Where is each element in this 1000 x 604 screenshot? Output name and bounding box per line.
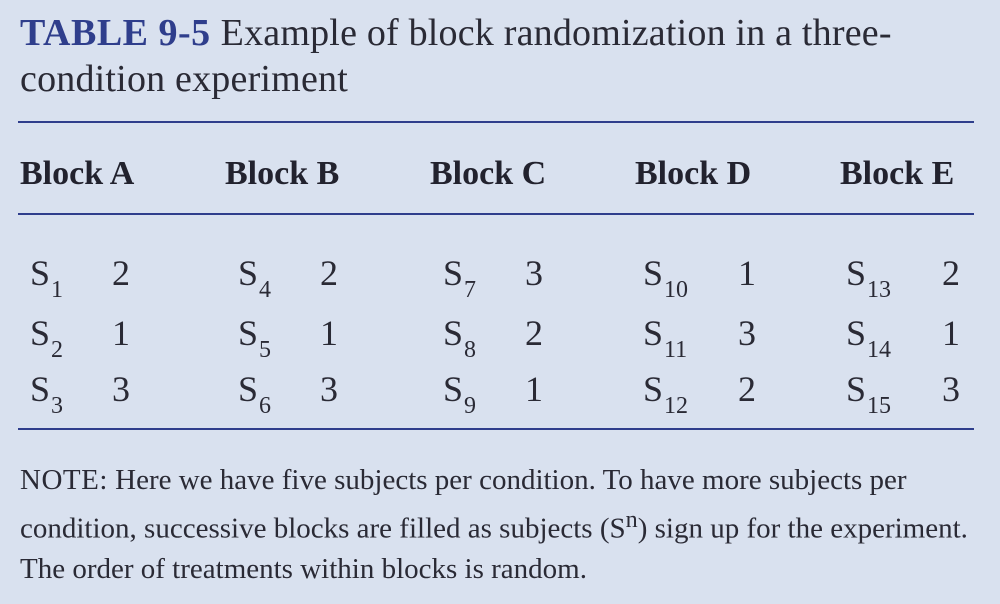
condition-cell: 3 bbox=[738, 313, 756, 353]
condition-cell: 3 bbox=[525, 253, 543, 293]
condition-cell: 2 bbox=[112, 253, 130, 293]
subject-cell bbox=[443, 252, 476, 304]
subject-letter: S bbox=[30, 313, 51, 353]
subject-number: 6 bbox=[259, 393, 272, 419]
subject-letter: S bbox=[238, 313, 259, 353]
condition-cell: 2 bbox=[525, 313, 543, 353]
column-header-block-c: Block C bbox=[430, 155, 547, 192]
subject-letter: S bbox=[443, 313, 464, 353]
subject-number: 2 bbox=[51, 337, 64, 363]
column-header-block-a: Block A bbox=[20, 155, 135, 192]
subject-number: 7 bbox=[464, 277, 477, 303]
header-rule bbox=[18, 213, 974, 215]
table-number: TABLE 9-5 bbox=[20, 12, 211, 54]
subject-cell bbox=[238, 252, 271, 304]
subject-letter: S bbox=[238, 253, 259, 293]
condition-cell: 1 bbox=[738, 253, 756, 293]
subject-number: 9 bbox=[464, 393, 477, 419]
condition-cell: 1 bbox=[942, 313, 960, 353]
table-header-row bbox=[0, 155, 1000, 201]
table-caption bbox=[20, 10, 980, 102]
condition-cell: 2 bbox=[942, 253, 960, 293]
condition-cell: 3 bbox=[320, 369, 338, 409]
condition-cell: 2 bbox=[738, 369, 756, 409]
subject-cell bbox=[443, 312, 476, 364]
subject-number: 14 bbox=[867, 337, 892, 363]
subject-cell bbox=[643, 368, 688, 420]
subject-letter: S bbox=[443, 369, 464, 409]
subject-cell bbox=[846, 312, 891, 364]
subject-letter: S bbox=[643, 253, 664, 293]
subject-number: 12 bbox=[664, 393, 689, 419]
condition-cell: 3 bbox=[112, 369, 130, 409]
subject-letter: S bbox=[30, 253, 51, 293]
subject-number: 1 bbox=[51, 277, 64, 303]
subject-number: 8 bbox=[464, 337, 477, 363]
condition-cell: 1 bbox=[320, 313, 338, 353]
subject-cell bbox=[238, 368, 271, 420]
table-title: Example of block randomization in a three-condition experiment bbox=[20, 12, 892, 100]
subject-cell bbox=[846, 252, 891, 304]
subject-letter: S bbox=[846, 369, 867, 409]
column-header-block-d: Block D bbox=[635, 155, 752, 192]
subject-cell bbox=[643, 312, 687, 364]
subject-cell bbox=[30, 368, 63, 420]
subject-letter: S bbox=[238, 369, 259, 409]
subject-letter: S bbox=[30, 369, 51, 409]
subject-letter: S bbox=[643, 369, 664, 409]
note-text-before: Here we have five subjects per condition. To have more subjects per condition, successive blocks are filled as subjects (S bbox=[20, 464, 907, 545]
subject-number: 5 bbox=[259, 337, 272, 363]
subject-cell bbox=[238, 312, 271, 364]
subject-letter: S bbox=[643, 313, 664, 353]
subject-cell bbox=[846, 368, 891, 420]
subject-number: 13 bbox=[867, 277, 892, 303]
condition-cell: 1 bbox=[112, 313, 130, 353]
subject-number: 10 bbox=[664, 277, 689, 303]
note-label: NOTE: bbox=[20, 464, 108, 496]
condition-cell: 1 bbox=[525, 369, 543, 409]
subject-letter: S bbox=[846, 313, 867, 353]
top-rule bbox=[18, 121, 974, 123]
note-text-after: ) sign up for the experiment. The order of treatments within blocks is random. bbox=[20, 512, 968, 585]
subject-number: 11 bbox=[664, 337, 688, 363]
condition-cell: 3 bbox=[942, 369, 960, 409]
subject-number: 4 bbox=[259, 277, 272, 303]
subject-cell bbox=[443, 368, 476, 420]
column-header-block-b: Block B bbox=[225, 155, 340, 192]
note-superscript: n bbox=[625, 506, 638, 533]
subject-cell bbox=[30, 312, 63, 364]
table-note bbox=[20, 460, 980, 589]
subject-cell bbox=[643, 252, 688, 304]
column-header-block-e: Block E bbox=[840, 155, 955, 192]
condition-cell: 2 bbox=[320, 253, 338, 293]
subject-letter: S bbox=[443, 253, 464, 293]
bottom-rule bbox=[18, 428, 974, 430]
subject-number: 3 bbox=[51, 393, 64, 419]
subject-number: 15 bbox=[867, 393, 892, 419]
subject-cell bbox=[30, 252, 63, 304]
subject-letter: S bbox=[846, 253, 867, 293]
